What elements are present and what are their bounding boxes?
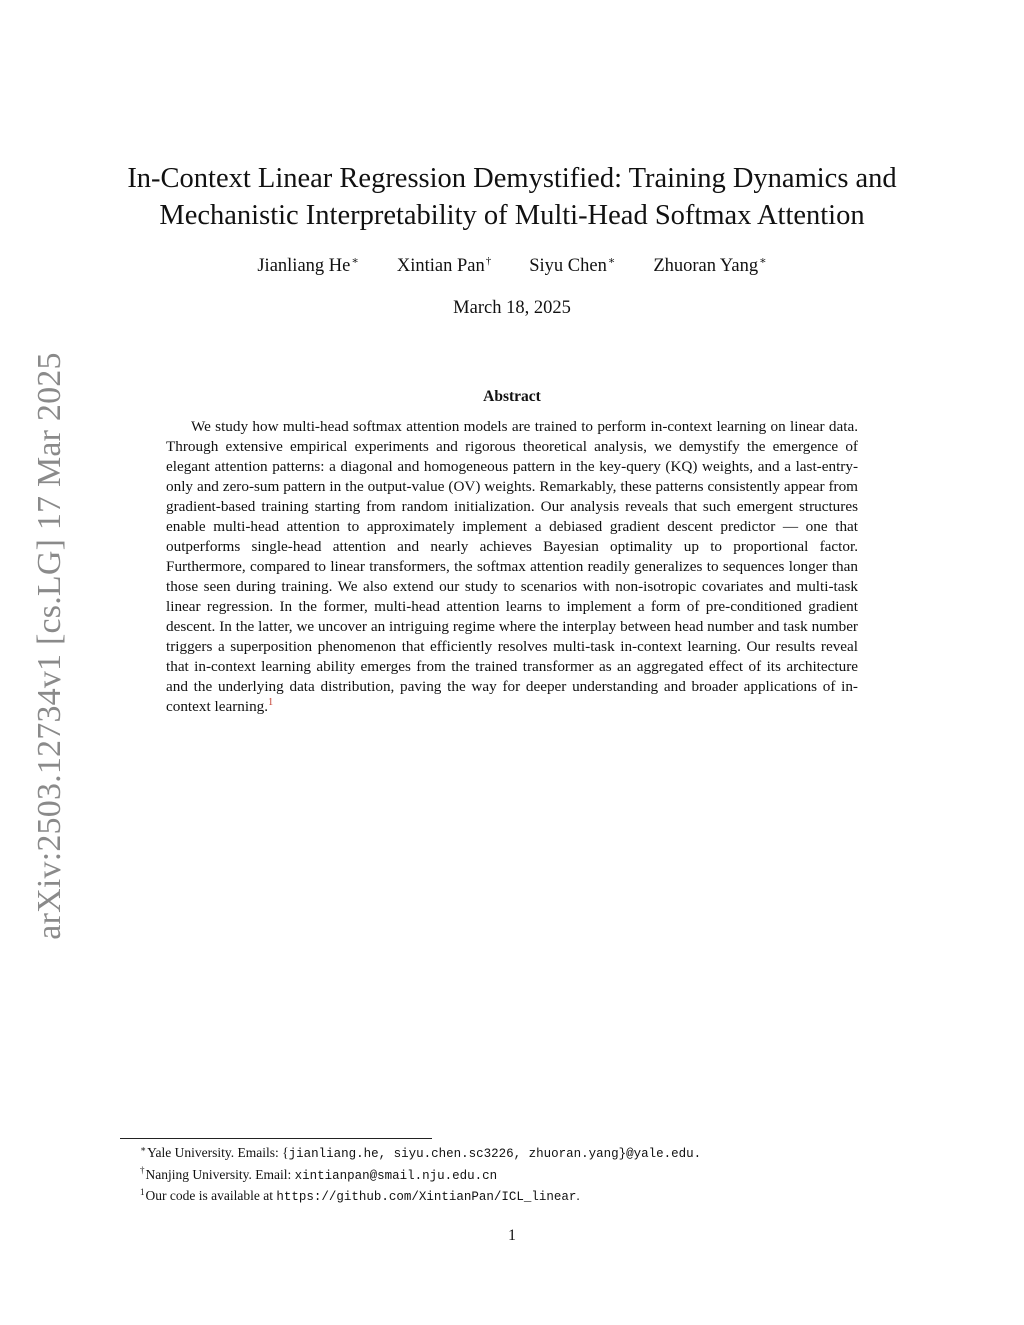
footnote-text: Our code is available at <box>145 1188 277 1203</box>
author-affiliation-mark: ∗ <box>759 254 767 267</box>
author-name: Siyu Chen <box>529 256 607 276</box>
footnote-text: Yale University. Emails: { <box>147 1145 289 1160</box>
code-repository-link[interactable]: https://github.com/XintianPan/ICL_linear <box>276 1190 577 1204</box>
page-number: 1 <box>508 1227 516 1244</box>
author-affiliation-mark: † <box>485 254 492 267</box>
footnote-email-domain: }@yale.edu. <box>618 1147 702 1161</box>
author-2 <box>397 256 491 277</box>
arxiv-identifier-stamp: arXiv:2503.12734v1 [cs.LG] 17 Mar 2025 <box>31 352 68 940</box>
paper-title <box>100 160 924 234</box>
footnote-yale <box>140 1143 940 1165</box>
paper-title-line-2: Mechanistic Interpretability of Multi-Head Softmax Attention <box>159 200 865 231</box>
footnote-text: Nanjing University. Email: <box>145 1166 295 1182</box>
author-3 <box>529 256 615 277</box>
footnote-mark: † <box>140 1165 145 1175</box>
author-1 <box>257 256 358 277</box>
footnote-email: xintianpan@smail.nju.edu.cn <box>294 1168 498 1183</box>
abstract-text: We study how multi-head softmax attention models are trained to perform in-context learning on linear data. Through extensive empirical experiments and rigorous theoretical analysis, we demystify the emergence of elegant attention patterns: a diagonal and homogeneous pattern in the key-query (KQ) weights, and a last-entry-only and zero-sum pattern in the output-value (OV) weights. Remarkably, these patterns consistently appear from gradient-based training starting from random initialization. Our analysis reveals that such emergent structures enable multi-head attention to approximately implement a debiased gradient descent predictor — one that outperforms single-head attention and nearly achieves Bayesian optimality up to proportional factor. Furthermore, compared to linear transformers, the softmax attention readily generalizes to sequences longer than those seen during training. We also extend our study to scenarios with non-isotropic covariates and multi-task linear regression. In the former, multi-head attention learns to implement a form of pre-conditioned gradient descent. In the latter, we uncover an intriguing regime where the interplay between head number and task number triggers a superposition phenomenon that efficiently resolves multi-task in-context learning. Our results reveal that in-context learning ability emerges from the trained transformer as an aggregated effect of its architecture and the underlying data distribution, paving the way for deeper understanding and broader applications of in-context learning. <box>166 418 858 715</box>
footnote-emails: jianliang.he, siyu.chen.sc3226, zhuoran.yang <box>288 1147 619 1161</box>
abstract-body <box>166 417 858 717</box>
author-name: Zhuoran Yang <box>653 256 759 276</box>
abstract-heading: Abstract <box>483 388 541 405</box>
author-4 <box>653 256 766 277</box>
author-name: Jianliang He <box>257 256 351 276</box>
author-affiliation-mark: ∗ <box>351 254 359 267</box>
footnotes <box>140 1143 940 1208</box>
footnote-mark: 1 <box>140 1186 145 1197</box>
author-affiliation-mark: ∗ <box>607 254 616 267</box>
author-list <box>100 256 924 277</box>
author-name: Xintian Pan <box>396 256 485 276</box>
footnote-mark: ∗ <box>140 1143 147 1154</box>
publication-date: March 18, 2025 <box>453 298 571 318</box>
footnote-link-1[interactable]: 1 <box>268 696 274 708</box>
footnote-period: . <box>576 1188 580 1203</box>
paper-title-line-1: In-Context Linear Regression Demystified: Training Dynamics and <box>127 163 897 194</box>
footnote-nanjing <box>140 1165 940 1187</box>
footnote-code <box>140 1186 940 1208</box>
footnote-divider <box>120 1138 432 1139</box>
